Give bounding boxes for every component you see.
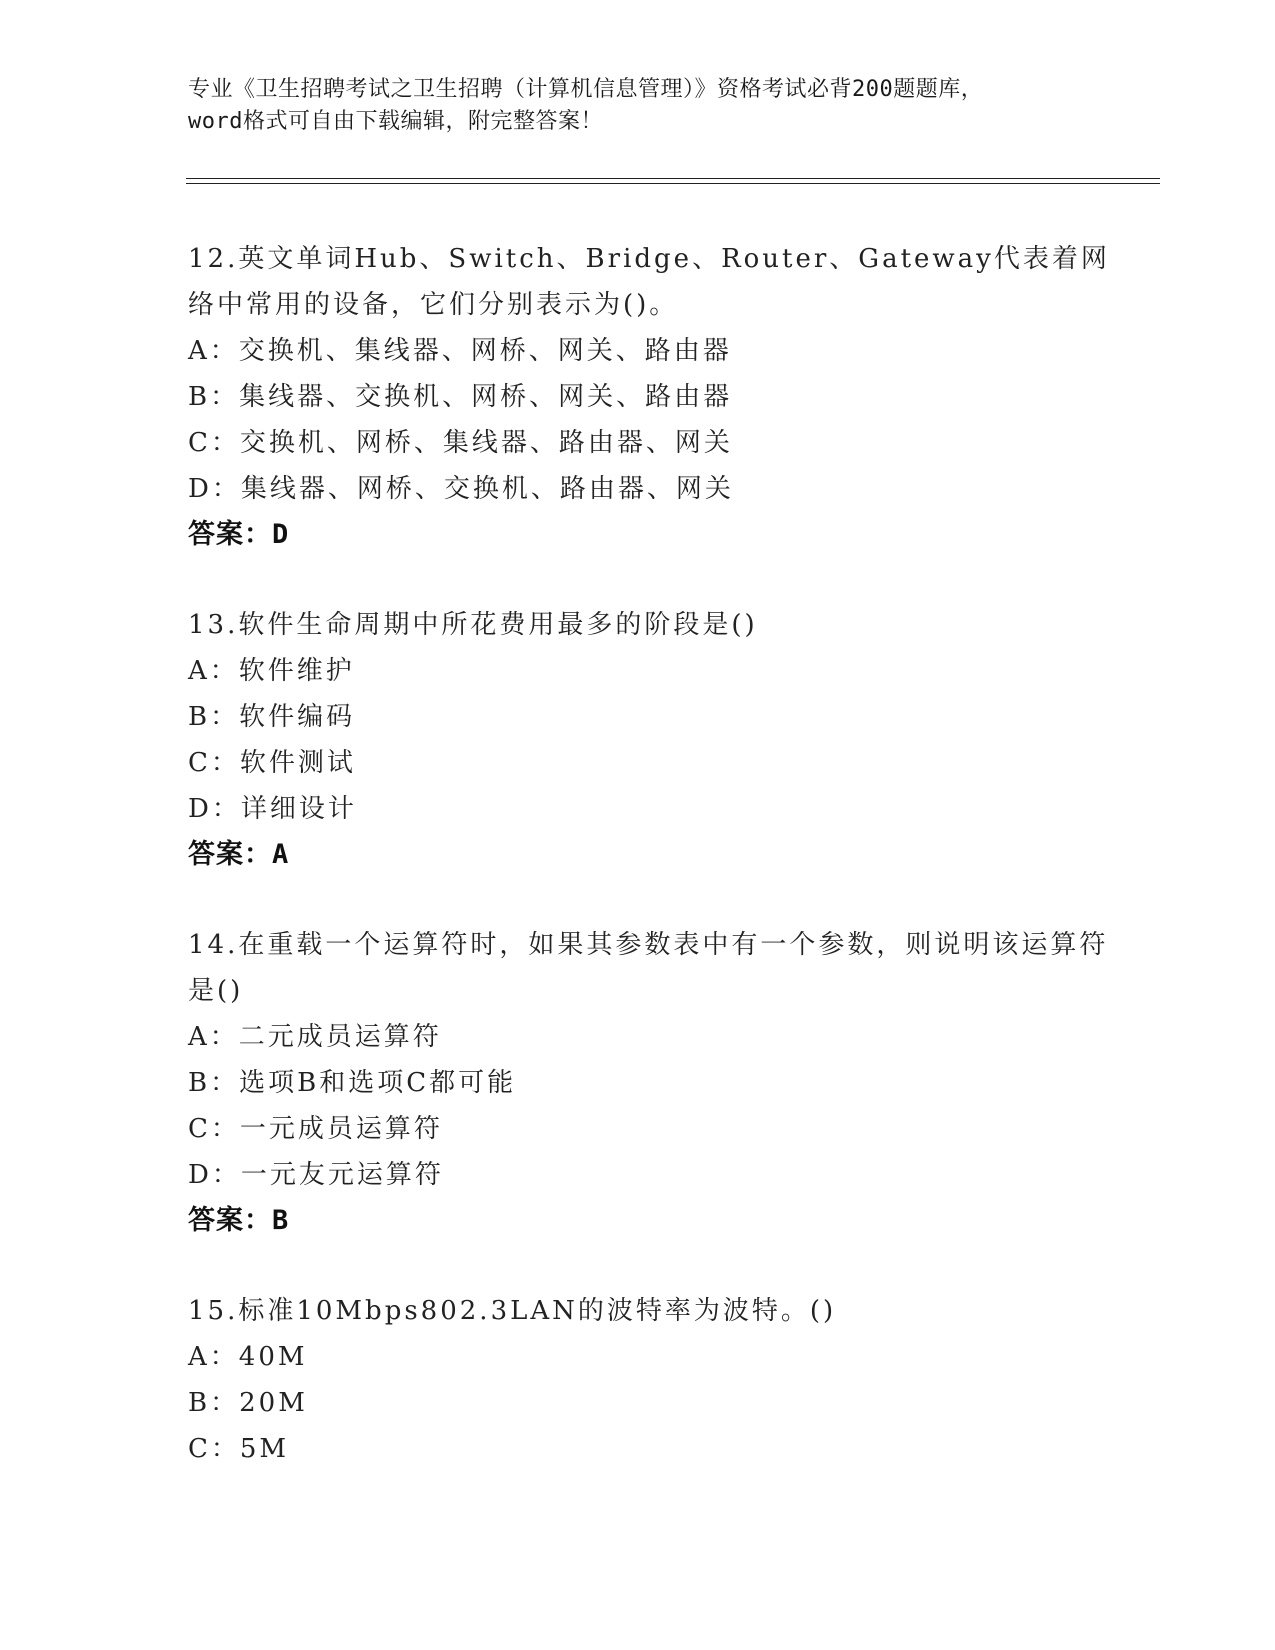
option-b: B：20M <box>188 1388 308 1418</box>
option-d: D：详细设计 <box>188 794 357 824</box>
option-c: C：软件测试 <box>188 748 356 778</box>
option-a: A：二元成员运算符 <box>188 1022 442 1052</box>
answer-line: 答案：D <box>188 519 290 550</box>
option-b: B：选项B和选项C都可能 <box>188 1068 517 1098</box>
header-divider-top <box>186 178 1160 179</box>
option-c: C：5M <box>188 1434 290 1464</box>
option-d: D：一元友元运算符 <box>188 1160 444 1190</box>
answer-line: 答案：A <box>188 839 290 870</box>
question-13 <box>188 602 1128 878</box>
question-14 <box>188 922 1128 1244</box>
option-b: B：软件编码 <box>188 702 356 732</box>
question-12 <box>188 236 1128 558</box>
question-text: 14.在重载一个运算符时，如果其参数表中有一个参数，则说明该运算符是() <box>188 930 1109 1006</box>
header-line-1: 专业《卫生招聘考试之卫生招聘（计算机信息管理）》资格考试必背200题题库， <box>188 77 984 102</box>
question-list <box>188 236 1128 1516</box>
answer-line: 答案：B <box>188 1205 290 1236</box>
question-text: 12.英文单词Hub、Switch、Bridge、Router、Gateway代表着网络中常用的设备，它们分别表示为()。 <box>188 244 1110 320</box>
option-a: A：软件维护 <box>188 656 355 686</box>
header-divider-bottom <box>186 183 1160 184</box>
option-a: A：交换机、集线器、网桥、网关、路由器 <box>188 336 732 366</box>
option-c: C：交换机、网桥、集线器、路由器、网关 <box>188 428 733 458</box>
option-d: D：集线器、网桥、交换机、路由器、网关 <box>188 474 734 504</box>
document-header <box>188 74 1088 138</box>
question-15 <box>188 1288 1128 1472</box>
option-c: C：一元成员运算符 <box>188 1114 443 1144</box>
question-text: 15.标准10Mbps802.3LAN的波特率为波特。() <box>188 1296 837 1326</box>
header-line-2: word格式可自由下载编辑，附完整答案！ <box>188 109 603 134</box>
option-b: B：集线器、交换机、网桥、网关、路由器 <box>188 382 733 412</box>
question-text: 13.软件生命周期中所花费用最多的阶段是() <box>188 610 758 640</box>
option-a: A：40M <box>188 1342 308 1372</box>
